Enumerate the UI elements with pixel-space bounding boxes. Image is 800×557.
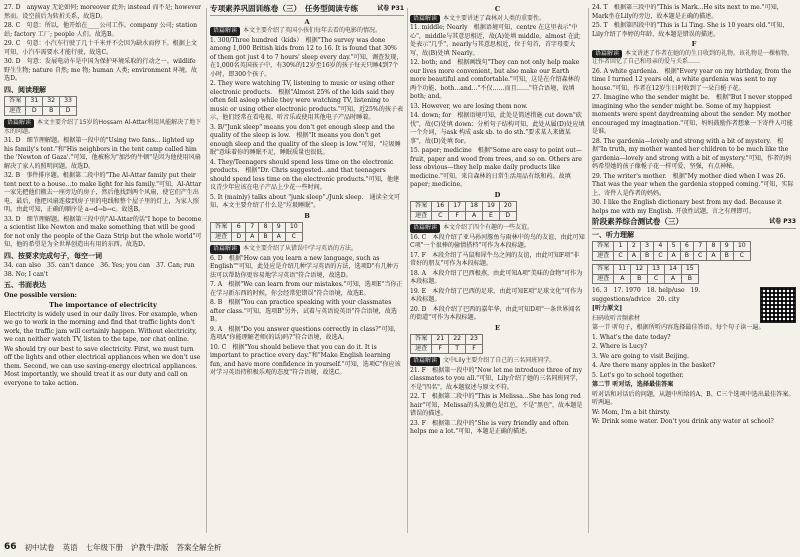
table-cell: 8 — [707, 242, 720, 252]
table-head-row — [211, 223, 303, 233]
answer-item: 21. F 根据第一段中的"Now let me introduce three of my classmates to you all."可知，Lily介绍了她的三名同班同学，不是"四名"，故本题叙述与原文不符。 — [410, 366, 583, 391]
sample-label: One possible version: — [4, 291, 77, 299]
answer-table-11-15 — [592, 264, 699, 284]
table-cell: B — [720, 251, 733, 261]
passage-note-b: 语篇解读 本文主要介绍了从错误中学习英语的方法。 — [210, 245, 404, 254]
table-cell: B — [640, 251, 653, 261]
script-line: 3. We are going to visit Beijing. — [592, 352, 689, 360]
table-cell: 14 — [665, 265, 682, 275]
table-value-row — [411, 211, 517, 221]
table-cell: 10 — [733, 242, 750, 252]
table-cell: 答案 — [411, 335, 432, 345]
table-cell: 22 — [449, 335, 466, 345]
answer-item: 9. A 根据"Do you answer questions correctly in class?"可知，选项A"你能理解老师(的话)吗?"符合语境，故选A。 — [210, 325, 400, 341]
table-cell: 19 — [483, 202, 500, 212]
table-cell: 2 — [627, 242, 640, 252]
answer-item: 31. D 细节理解题。根据第一段中的"Using two fans... lighted up his family's tent."和"His neighbors in the tent camp called him the 'Newton of Gaza'."可知，他被称为"加沙的牛顿"是因为他使用风扇解决了家人的照明问题。故选D。 — [4, 137, 201, 170]
table-cell: A — [466, 211, 483, 221]
table-cell: B — [259, 232, 272, 242]
table-cell: C — [432, 211, 449, 221]
table-cell: 速查 — [5, 106, 26, 116]
answer-item: 18. A 本段介绍了巴西极燕，由此可知A项"美味的食物"可作为本段标题。 — [410, 269, 583, 285]
column-divider — [588, 8, 589, 533]
table-cell: 33 — [60, 97, 77, 107]
table-cell: 3 — [640, 242, 653, 252]
table-cell: E — [483, 211, 500, 221]
section-header: 专项素养巩固训练卷（三） 任务型阅读专练 试卷 P31 — [210, 4, 404, 16]
table-cell: 速查 — [411, 344, 432, 354]
table-cell: A — [614, 274, 631, 284]
table-head-row — [593, 265, 699, 275]
table-cell: 4 — [654, 242, 667, 252]
table-cell: C — [654, 251, 667, 261]
passage-note-e: 语篇解读 文中Lily主要介绍了自己的三名同班同学。 — [410, 357, 585, 366]
part-label-e: E — [494, 323, 501, 332]
table-cell: 速查 — [593, 251, 614, 261]
answer-item: 22. T 根据第二段中的"This is Melissa...She has long red hair"可知，Melissa的头发颜色是红色，不是"黑色"，故本题是错误的描述。 — [410, 393, 583, 417]
answer-item: 27. Imagine who the sender might be. 根据"But I never stopped imagining who the sender might be. Some of my happiest moments were spent daydreaming about the sender. My mother encouraged my imagination."可知，妈妈鼓励作者想象一下寄件人可能是谁。 — [592, 94, 793, 135]
qr-code[interactable] — [760, 287, 796, 323]
table-cell: 18 — [466, 202, 483, 212]
dialog-title: 第二节 听对话，选择最佳答案 — [592, 381, 674, 388]
answer-item: 7. A 根据"We can learn from our mistakes."可知，选项E"当你正在学习新东西的时候，你会经常犯错误"符合语境，故选E。 — [210, 281, 403, 297]
answer-item: 19. E 本段介绍了巴西的足球，由此可知E项"足球文化"可作为本段标题。 — [410, 287, 583, 303]
table-cell: B — [680, 251, 693, 261]
part-label-c: C — [494, 5, 501, 13]
table-cell: 23 — [466, 335, 483, 345]
table-cell: A — [272, 232, 285, 242]
section-title-reading: 四、阅读理解 — [4, 85, 46, 94]
table-cell: C — [694, 251, 707, 261]
column-3 — [410, 4, 585, 535]
table-value-row — [593, 274, 699, 284]
table-cell: A — [246, 232, 259, 242]
table-cell: A — [665, 274, 682, 284]
script-line: 5. Let's go to school together. — [592, 371, 684, 379]
table-head-row — [411, 202, 517, 212]
table-cell: 7 — [694, 242, 707, 252]
column-1 — [4, 4, 202, 535]
script-list — [592, 334, 796, 381]
answer-item: 26. A white gardenia. 根据"Every year on my birthday, from the time I turned 12 years old, a white gardenia was sent to my house."可知，作者在12岁生日时收到了一朵白栀子花。 — [592, 67, 792, 92]
table-cell: 6 — [232, 223, 246, 233]
section-title-sentences: 四、按要求完成句子，每空一词 — [4, 251, 102, 260]
answer-table-16-20 — [410, 201, 517, 221]
answer-item: 20. D 本段介绍了巴西的嘉年华，由此可知D项"一条世界闻名的街道"可作为本段标题。 — [410, 305, 581, 321]
answer-item: 32. B 事件排序题。根据第二段中的"The Al-Attar family put their tent next to a house...to make light for his family."可知，Al-Attar一家先把他们搬去一座旁边的房子，然后他找到两个风扇，使它们产生出电，最后，他把风扇连接到房子里的电线和整个屋子里的灯上，为家人照明。由此可知，正确的顺序是 a→d→b→c。故选B。 — [4, 172, 202, 213]
script-line: 2. Where is Lucy? — [592, 343, 648, 350]
table-cell: 17 — [449, 202, 466, 212]
answer-item: 16. C 本段介绍了亚马孙河豚鱼与雨林中的鸟的友谊，由此可知C项"一个很棒的偷情搭档"可作为本段标题。 — [410, 233, 585, 249]
table-cell: C — [285, 232, 302, 242]
table-cell: 5 — [667, 242, 680, 252]
section-title-listening: 一、听力理解 — [592, 230, 634, 239]
dialog-list — [592, 409, 796, 427]
column-divider — [206, 8, 207, 533]
table-cell: 速查 — [411, 211, 432, 221]
answer-table-6-10 — [210, 222, 303, 242]
table-cell: B — [681, 274, 698, 284]
passage-note-f: 语篇解读 本文讲述了作者在她的的生日收到的礼物。该礼物是一棵植物，让作者回忆了自己和母亲的爱与关系…… — [592, 49, 794, 65]
table-head-row — [5, 97, 77, 107]
answer-list-3c — [410, 367, 585, 437]
table-cell: 速查 — [593, 274, 614, 284]
table-cell: 20 — [499, 202, 516, 212]
answer-item: 11. middle; Nearly 根据语境可知，centre 在这里表示"中心"，middle与其意思相近，故(A)处填 middle。almost 在此处表示"几乎"，nearly与其意思相近，位于句首，首字母要大写，故(B)处填 Nearly。 — [410, 24, 581, 57]
answer-item: 2. They were watching TV, listening to music or using other electronic products. 根据"Almost 25% of the kids said they often fell asleep while they were watching TV, listening to music or using other electronic products."可知，近25%的孩子表示，他们经常在看电视、听音乐或使用其他电子产品时睡着。 — [210, 80, 404, 121]
answer-item: 6. D 根据"How can you learn a new language, such as English""可知，此处应是介绍几种学习英语的方法，选项D"有几种方法可以帮助你更容易地学习英语"符合语境，故选D。 — [210, 254, 399, 279]
table-head-row — [411, 335, 483, 345]
table-cell: D — [232, 232, 246, 242]
answer-item: 13. However, we are losing them now. — [410, 102, 528, 110]
table-cell: 9 — [272, 223, 285, 233]
table-cell: 10 — [285, 223, 302, 233]
passage-note: 语篇解读 本文主要介绍了15岁的Hossam Al-Attar利用风能解决了地下水的问题。 — [4, 119, 202, 135]
answer-item: 14. down; for 根据语境可知，此处是简述措施 cut down"砍伐"，故(C)处填 down；分析句子结构可知，此处从属(D)处应填一个介词，与ask 构成 ask sb. to do sth."要求某人来做某事"，故(D)处填 for。 — [410, 112, 585, 145]
table-cell: A — [707, 251, 720, 261]
table-cell: A — [627, 251, 640, 261]
answer-list-1 — [4, 4, 202, 84]
table-head-row — [593, 242, 751, 252]
part-label-d: D — [494, 190, 501, 199]
passage-note-d: 语篇解读 本文介绍了四个有趣的一些友谊。 — [410, 224, 585, 233]
essay-body — [4, 311, 202, 389]
answer-table-31-33 — [4, 96, 77, 116]
fill-answers: 16. 3 17. 1970 18. help/use 19. suggestions/advice 20. city — [592, 287, 701, 303]
table-cell: 7 — [246, 223, 259, 233]
answer-item: 30. D 句意：发展电动车是中国为保护环境采取的行动之一。wildlife 野生生物; nature 自然; me 物; human 人类; environment 环境。故选D。 — [4, 58, 198, 82]
column-2 — [210, 4, 404, 535]
page-footer — [4, 540, 796, 554]
script-title: [听力原文] — [592, 305, 623, 312]
dialog-line: W: Mom, I'm a bit thirsty. — [592, 408, 671, 416]
edition: 沪教牛津版 — [131, 542, 169, 552]
sentence-answers: 34. can also 35. can't dance 36. Yes; you can 37. Can; run 38. No; I can't — [4, 262, 201, 278]
table-cell: 15 — [681, 265, 698, 275]
table-cell: C — [648, 274, 665, 284]
part-label-a: A — [304, 17, 310, 26]
answer-item: 15. paper; medicine 根据"Some are easy to point out—fruit, paper and wood from trees, and so on. Others are less obvious—they help make daily products like medicine."可知，来自森林的日常生活用品有纸和药。故填 paper; medicine。 — [410, 147, 582, 188]
script-line: 1. What's the date today? — [592, 333, 671, 341]
table-cell: 答案 — [593, 265, 614, 275]
table-cell: 13 — [648, 265, 665, 275]
answer-list-2 — [210, 37, 404, 211]
table-cell: 32 — [43, 97, 60, 107]
dialog-line: W: Drink some water. Don't you drink any water at school? — [592, 418, 774, 425]
qr-caption: 扫码收听音频素材 — [592, 314, 641, 322]
answer-label: 答案全解全析 — [176, 542, 222, 552]
answer-item: 28. C 句意：所以，他开始在____公司工作。company 公司; station 站; factory 工厂; people 人们。故选B。 — [4, 22, 198, 38]
table-cell: 答案 — [5, 97, 26, 107]
subject: 英语 — [62, 542, 78, 552]
part-label-b: B — [304, 211, 310, 220]
table-value-row — [593, 251, 751, 261]
grade: 七年级下册 — [85, 542, 124, 552]
answer-list-3 — [410, 24, 585, 190]
table-cell: F — [449, 211, 466, 221]
answer-list-3b — [410, 234, 585, 323]
answer-item: 3. B/"Junk sleep" means you don't get enough sleep and the quality of the sleep is low. 根据"It means you don't get enough sleep and the quality of the sleep is low."可知，"垃圾睡眠"意味着你的睡眠不足，睡眠质量也很低。 — [210, 123, 401, 156]
table-cell: 31 — [26, 97, 43, 107]
test-header: 阶段素养综合测试卷（三） 试卷 P33 — [592, 217, 796, 229]
script-line: 4. Are there many apples in the basket? — [592, 362, 716, 369]
table-value-row — [5, 106, 77, 116]
passage-note-c: 语篇解读 本文主要讲述了森林对人类的重要性。 — [410, 15, 585, 24]
table-cell: F — [432, 344, 449, 354]
table-cell: T — [449, 344, 466, 354]
answer-item: 24. T 根据第三段中的"This is Mark...He sits next to me."可知，Mark坐在Lily的旁边，故本题是正确的描述。 — [592, 4, 783, 20]
guide-badge: 语篇解读 — [4, 119, 34, 128]
answer-item: 29. The writer's mother. 根据"My mother died when I was 26. That was the year when the gardenia stopped coming."可知，实际上，寄件人是作者的妈妈。 — [592, 172, 794, 197]
answer-item: 28. The gardenia—lovely and strong with a bit of mystery. 根据"In truth, my mother wanted her children to be much like the gardenia—lovely and strong with a bit of mystery."可知，作者的妈妈希望她的孩子像栀子花一样可爱、坚强，有点神秘。 — [592, 137, 792, 170]
series-name: 初中试卷 — [24, 542, 55, 552]
table-cell: 答案 — [593, 242, 614, 252]
table-cell: D — [60, 106, 77, 116]
section-title-writing: 五、书面表达 — [4, 281, 46, 289]
table-cell: 1 — [614, 242, 627, 252]
table-cell: 答案 — [411, 202, 432, 212]
table-value-row — [211, 232, 303, 242]
page-number: 66 — [4, 542, 17, 552]
answer-item: 12. both; and 根据画线句"They can not only help make our lives more convenient, but also make our Earth more beautiful and comfortable."可知，这是在介绍森林的两个功能，both...and..."不仅……而且……"符合语境，故填 both; and。 — [410, 59, 580, 100]
column-divider — [407, 8, 408, 533]
table-cell: D — [499, 211, 516, 221]
answer-list-2b — [210, 255, 404, 378]
essay-paragraph: We should try our best to save electricity. First, we must turn off the lights and other electrical appliances when we don't use them. Second, we can use saving-energy electrical appliances. Most importantly, we should treat it as our duty and call on everyone to take action. — [4, 345, 201, 387]
answer-item: 5. It (mainly) talks about "junk sleep"./Junk sleep. 通读全文可知，本文主要介绍了什么是"垃圾睡眠"。 — [210, 193, 400, 209]
part-label-f: F — [691, 40, 697, 48]
table-cell: 21 — [432, 335, 449, 345]
answer-list-4 — [592, 4, 796, 39]
answer-table-1-10 — [592, 241, 751, 261]
table-cell: 16 — [432, 202, 449, 212]
table-cell: 8 — [259, 223, 272, 233]
answer-item: 10. C 根据"You should believe that you can do it. It is important to practice every day."和"Make English learning fun, and have more confidence in yourself."可知，选项C"你应该对学习英语持积极乐观的态度"符合语境，故选C。 — [210, 343, 401, 376]
table-cell: C — [733, 251, 750, 261]
table-cell: B — [631, 274, 648, 284]
table-cell: 答案 — [211, 223, 232, 233]
table-cell: 12 — [631, 265, 648, 275]
table-cell: 6 — [680, 242, 693, 252]
table-value-row — [411, 344, 483, 354]
answer-item: 1. 300/Three hundred（kids） 根据"The survey was done among 1,000 British kids from 12 to 16. It is found that 30% of them got just 4 to 7 hours' sleep every day."可知，调查发现，在1,000名英国孩子中，有30%的12岁至16岁的孩子每天只睡4到7个小时，即300个孩子。 — [210, 36, 403, 78]
table-cell: D — [26, 106, 43, 116]
column-4 — [592, 4, 796, 535]
answer-item: 30. I like the English dictionary best from my dad. Because it helps me with my English. 开放性试题，言之有理即可。 — [592, 199, 782, 215]
answer-item: 27. D anyway 无论如何; moreover 此外; instead 而不是; however 然而。设空前后为转折关系，故选D。 — [4, 4, 202, 20]
answer-table-21-23 — [410, 334, 483, 354]
answer-list-4b — [592, 68, 796, 217]
answer-item: 33. D 细节理解题。根据第三段中的"Al-Attar的话"I hope to become a scientist like Newton and make something that will be good for not only the people of the Gaza Strip but the whole world"可知，他的希望是为全世界创造出有用的东西。故选D。 — [4, 215, 202, 248]
answer-item: 17. F 本段介绍了马鼠和犀牛鸟之间的友谊，由此可知F项"非常好的朋友"可作为本段标题。 — [410, 251, 580, 267]
table-cell: 9 — [720, 242, 733, 252]
essay-title: The importance of electricity — [49, 301, 157, 309]
answer-list-1b — [4, 137, 202, 250]
essay-paragraph: Electricity is widely used in our daily lives. For example, when we go to work in the morning and find that traffic lights don't work, the traffic jam will certainly happen. Without electricity, we can neither watch TV, listen to the tape, nor chat online. — [4, 310, 198, 343]
table-cell: 速查 — [211, 232, 232, 242]
answer-item: 29. C 句意：小汽车行驶了几十千米并不会因为缺水而停下。根据上文可知，小汽车需要水才能行驶，故选C。 — [4, 40, 198, 56]
answer-item: 25. T 根据第四段中的"This is Li Ting. She is 10 years old."可知，Lily介绍了李婷的年龄，故本题是错误的描述。 — [592, 22, 789, 38]
answer-item: 23. F 根据第二段中的"She is very friendly and often helps me a lot."可知，本题是正确的描述。 — [410, 419, 569, 435]
passage-note-a: 语篇解读 本文主要介绍了英国小孩们每年去看的电影的情况。 — [210, 27, 404, 36]
script-intro: 第一节 听句子，根据所听内容选择最佳答语。每个句子读一遍。 — [592, 324, 765, 331]
table-cell: B — [43, 106, 60, 116]
table-cell: A — [667, 251, 680, 261]
table-cell: F — [466, 344, 483, 354]
table-cell: C — [614, 251, 627, 261]
dialog-intro: 听对话和对话后的问题，从题中所给的A、B、C三个选项中选出最佳答案。听两遍。 — [592, 390, 795, 406]
table-cell: 11 — [614, 265, 631, 275]
answer-item: 8. B 根据"You can practice speaking with your classmates after class."可知，选项B"另外，试着与英语说英语"符合语境，故选B。 — [210, 299, 398, 323]
answer-item: 4. They/Teenagers should spend less time on the electronic products. 根据"Dr. Chris suggested...and that teenagers should spend less time on the electronic products."可知，他建议青少年应该在电子产品上少花一些时间。 — [210, 158, 400, 191]
